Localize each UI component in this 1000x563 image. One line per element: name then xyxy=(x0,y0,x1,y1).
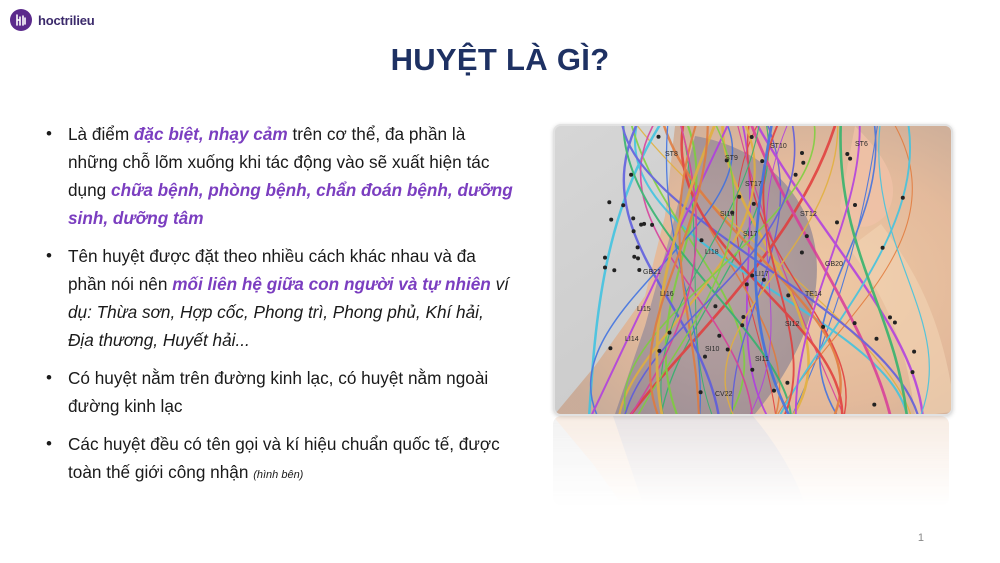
acupoint-dot xyxy=(848,157,852,161)
acupoint-label: ST6 xyxy=(855,141,868,148)
acupoint-dot xyxy=(608,346,612,350)
acupoint-dot xyxy=(632,255,636,259)
bullet-item: • Có huyệt nằm trên đường kinh lạc, có huyệt nằm ngoài đường kinh lạc xyxy=(44,364,514,420)
acupoint-dot xyxy=(853,321,857,325)
acupoint-dot xyxy=(786,293,790,297)
acupoint-label: SI11 xyxy=(755,356,769,363)
acupoint-dot xyxy=(668,331,672,335)
acupoint-dot xyxy=(609,218,613,222)
acupoint-dot xyxy=(631,216,635,220)
acupoint-dot xyxy=(805,234,809,238)
acupuncture-meridian-image xyxy=(553,124,953,416)
acupoint-dot xyxy=(888,315,892,319)
acupoint-label: SI12 xyxy=(785,321,800,328)
acupoint-dot xyxy=(621,203,625,207)
bullet-item: • Tên huyệt được đặt theo nhiều cách khác nhau và đa phần nói nên mối liên hệ giữa con người và tự nhiên ví dụ: Thừa sơn, Hợp cốc, Phong trì, Phong phủ, Khí hải, Địa thương, Huyết hải... xyxy=(44,242,514,354)
acupoint-label: LI18 xyxy=(705,249,719,256)
brand-logo xyxy=(10,9,95,31)
acupoint-label: SI16 xyxy=(720,211,735,218)
acupoint-label: ST9 xyxy=(725,155,738,162)
acupoint-dot xyxy=(650,223,654,227)
acupoint-dot xyxy=(717,334,721,338)
acupoint-label: TE14 xyxy=(805,291,822,298)
acupoint-dot xyxy=(740,323,744,327)
acupoint-label: ST8 xyxy=(665,151,678,158)
acupoint-dot xyxy=(737,195,741,199)
acupoint-dot xyxy=(800,151,804,155)
page-number: 1 xyxy=(917,532,924,544)
acupoint-dot xyxy=(726,348,730,352)
acupoint-dot xyxy=(872,403,876,407)
acupoint-dot xyxy=(603,256,607,260)
acupoint-dot xyxy=(607,200,611,204)
acupoint-dot xyxy=(750,274,754,278)
acupoint-dot xyxy=(794,173,798,177)
acupoint-dot xyxy=(801,161,805,165)
acupoint-label: ST10 xyxy=(770,143,787,150)
acupoint-dot xyxy=(750,368,754,372)
acupoint-dot xyxy=(750,135,754,139)
acupoint-label: SI17 xyxy=(743,231,758,238)
acupoint-dot xyxy=(699,390,703,394)
acupoint-dot xyxy=(741,315,745,319)
acupoint-dot xyxy=(835,220,839,224)
acupoint-dot xyxy=(612,268,616,272)
acupoint-dot xyxy=(821,325,825,329)
acupoint-dot xyxy=(636,256,640,260)
acupoint-dot xyxy=(760,159,764,163)
acupoint-dot xyxy=(800,251,804,255)
acupoint-dot xyxy=(603,266,607,270)
acupoint-label: LI15 xyxy=(637,306,651,313)
acupoint-dot xyxy=(632,229,636,233)
acupoint-dot xyxy=(853,203,857,207)
image-reflection xyxy=(553,416,949,506)
acupoint-dot xyxy=(713,304,717,308)
acupoint-dot xyxy=(911,370,915,374)
acupoint-label: LI17 xyxy=(755,271,769,278)
acupoint-label: LI16 xyxy=(660,291,674,298)
acupoint-dot xyxy=(752,202,756,206)
bullet-item: • Là điểm đặc biệt, nhạy cảm trên cơ thể, đa phần là những chỗ lõm xuống khi tác động vào sẽ xuất hiện tác dụng chữa bệnh, phòng bệnh, chẩn đoán bệnh, dưỡng sinh, dưỡng tâm xyxy=(44,120,514,232)
acupoint-dot xyxy=(657,349,661,353)
acupoint-label: ST12 xyxy=(800,211,817,218)
acupoint-label: GB21 xyxy=(643,269,661,276)
acupoint-dot xyxy=(893,321,897,325)
brand-name: hoctrilieu xyxy=(38,12,95,28)
acupoint-dot xyxy=(639,223,643,227)
acupoint-dot xyxy=(901,196,905,200)
acupoint-label: GB20 xyxy=(825,261,843,268)
acupoint-dot xyxy=(637,268,641,272)
acupoint-dot xyxy=(703,355,707,359)
acupoint-dot xyxy=(636,245,640,249)
acupoint-dot xyxy=(785,381,789,385)
hoctrilieu-logo-icon xyxy=(10,9,32,31)
acupoint-label: SI10 xyxy=(705,346,720,353)
meridian-illustration xyxy=(555,126,951,414)
bullet-list xyxy=(44,120,514,499)
acupoint-dot xyxy=(629,173,633,177)
acupoint-dot xyxy=(912,350,916,354)
acupoint-dot xyxy=(875,337,879,341)
acupoint-label: ST17 xyxy=(745,181,762,188)
acupoint-dot xyxy=(700,238,704,242)
acupoint-label: CV22 xyxy=(715,391,733,398)
acupoint-dot xyxy=(845,152,849,156)
acupoint-dot xyxy=(745,282,749,286)
acupoint-dot xyxy=(772,389,776,393)
acupoint-label: LI14 xyxy=(625,336,639,343)
bullet-item: • Các huyệt đều có tên gọi và kí hiệu chuẩn quốc tế, được toàn thế giới công nhận (hình bên) xyxy=(44,430,514,489)
acupoint-dot xyxy=(881,246,885,250)
acupoint-dot xyxy=(657,135,661,139)
slide-title: HUYỆT LÀ GÌ? xyxy=(390,42,610,77)
acupoint-dot xyxy=(762,278,766,282)
